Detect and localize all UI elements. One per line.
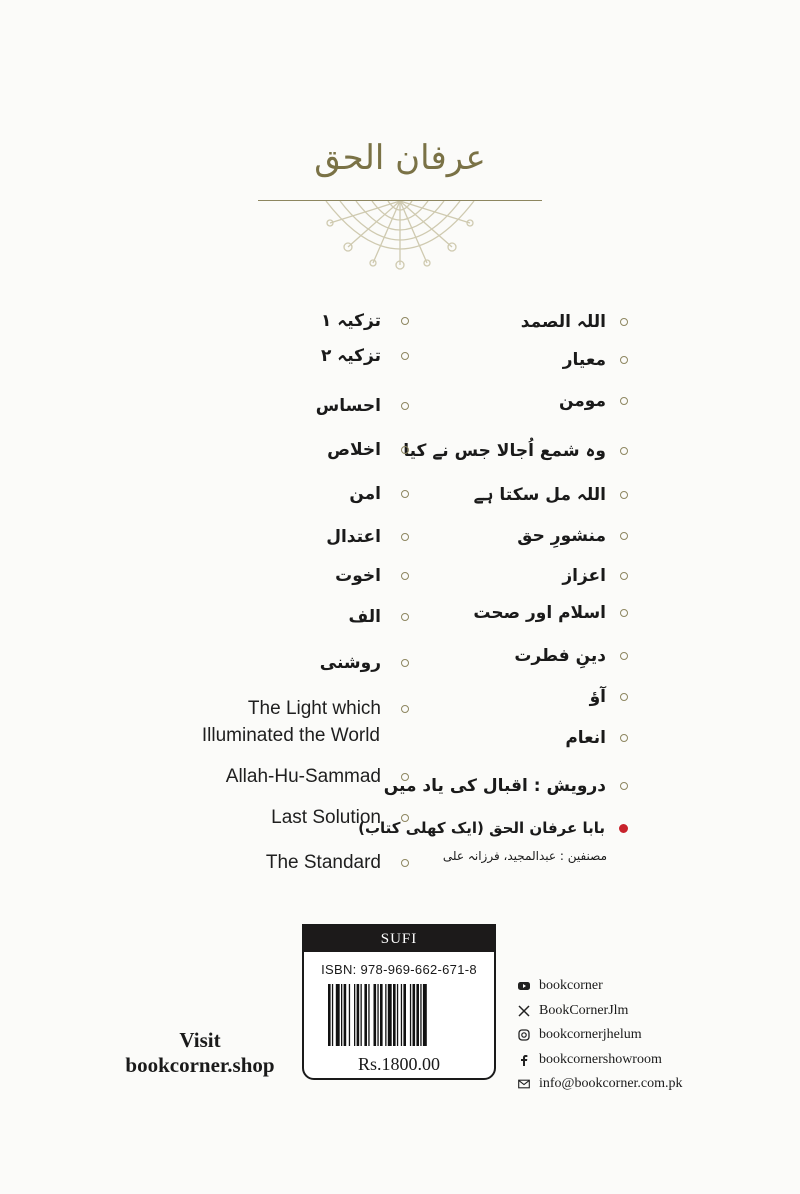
book-title-item (514, 646, 628, 666)
book-title: The Standard (265, 852, 381, 873)
bullet-icon (401, 317, 409, 325)
book-title: The Light which (247, 698, 381, 719)
instagram-icon (518, 1029, 530, 1041)
book-title-item (226, 766, 409, 788)
bullet-icon (401, 705, 409, 713)
book-title-item (335, 566, 409, 586)
bullet-icon (401, 659, 409, 667)
bullet-icon (620, 734, 628, 742)
youtube-icon (518, 980, 530, 992)
book-title: انعام (565, 728, 606, 748)
isbn-number: ISBN: 978-969-662-671-8 (321, 962, 477, 977)
mandala-ornament-icon (318, 201, 482, 273)
book-title-item (321, 310, 409, 331)
book-title-item (266, 852, 409, 874)
book-title: Last Solution (271, 807, 381, 828)
bullet-icon (401, 572, 409, 580)
book-title-item (320, 653, 409, 673)
bullet-icon (401, 352, 409, 360)
x-icon (518, 1005, 530, 1017)
book-title: Allah-Hu-Sammad (225, 766, 381, 787)
bullet-icon (401, 446, 409, 454)
visit-website (112, 1028, 288, 1078)
bullet-icon (620, 491, 628, 499)
bullet-icon (620, 609, 628, 617)
bullet-icon (401, 613, 409, 621)
book-title-item (517, 526, 628, 546)
authors-credit (443, 849, 607, 863)
book-title-item (202, 725, 409, 747)
book-title: اللہ الصمد (520, 312, 606, 332)
book-title-item (590, 687, 628, 707)
book-title-item (403, 440, 628, 461)
barcode-icon (328, 984, 474, 1046)
series-title: عرفان الحق (314, 138, 486, 178)
book-title: دینِ فطرت (514, 646, 606, 666)
social-handle: bookcornershowroom (539, 1051, 662, 1067)
genre-label: SUFI (304, 926, 494, 952)
book-title-item (327, 440, 409, 460)
book-title-item (563, 350, 628, 370)
bullet-icon (620, 532, 628, 540)
book-title-item (565, 728, 628, 748)
bullet-icon (620, 447, 628, 455)
highlight-bullet-icon (619, 824, 628, 833)
book-title: الف (348, 607, 381, 627)
bullet-icon (401, 773, 409, 781)
book-title-item (384, 776, 628, 796)
book-title: تزکیہ ۲ (320, 346, 381, 366)
book-title: اللہ مل سکتا ہے (473, 485, 606, 505)
book-title-item (248, 698, 409, 720)
social-handle: bookcornerjhelum (539, 1027, 642, 1042)
book-title: درویش : اقبال کی یاد میں (383, 776, 606, 796)
social-x[interactable] (518, 999, 683, 1023)
book-title-item (349, 607, 409, 627)
bullet-icon (401, 859, 409, 867)
social-youtube[interactable] (518, 974, 683, 998)
book-title: Illuminated the World (201, 725, 380, 746)
bullet-icon (620, 318, 628, 326)
book-title: اعزاز (562, 566, 606, 586)
book-title-item (326, 527, 409, 547)
mail-icon (518, 1078, 530, 1090)
book-title-item (473, 603, 628, 623)
book-title: روشنی (319, 653, 381, 673)
book-title: اخلاص (327, 440, 381, 460)
bullet-icon (401, 814, 409, 822)
book-title: معیار (562, 350, 606, 370)
social-handle: BookCornerJlm (539, 1002, 629, 1018)
bullet-icon (620, 782, 628, 790)
book-title: احساس (315, 396, 381, 416)
book-title-item (349, 484, 409, 504)
book-title-item (521, 311, 628, 332)
book-title-item (316, 396, 409, 416)
bullet-icon (620, 397, 628, 405)
visit-label: Visit (179, 1028, 221, 1052)
book-title: بابا عرفان الحق (ایک کھلی کتاب) (358, 819, 605, 837)
book-title: اسلام اور صحت (473, 603, 606, 623)
book-title: اعتدال (326, 527, 381, 547)
social-instagram[interactable] (518, 1023, 683, 1047)
book-title: امن (349, 484, 381, 504)
book-title-item (559, 391, 628, 411)
bullet-icon (401, 533, 409, 541)
bullet-icon (401, 490, 409, 498)
book-title: آؤ (589, 687, 606, 707)
facebook-icon (518, 1054, 530, 1066)
book-title: منشورِ حق (517, 526, 606, 546)
social-facebook[interactable] (518, 1048, 683, 1072)
bullet-icon (620, 652, 628, 660)
isbn-barcode-panel (302, 924, 496, 1080)
book-title-item (271, 807, 409, 829)
book-title: مومن (558, 391, 606, 411)
book-title-item (474, 484, 628, 505)
social-handle: bookcorner (539, 978, 603, 993)
social-handle: info@bookcorner.com.pk (539, 1076, 683, 1091)
bullet-icon (620, 356, 628, 364)
book-title-item (562, 566, 628, 586)
book-title: وہ شمع اُجالا جس نے کیا (403, 441, 606, 461)
book-title: تزکیہ ۱ (320, 311, 381, 331)
price-label: Rs.1800.00 (357, 1054, 440, 1074)
website-link[interactable]: bookcorner.shop (125, 1053, 275, 1077)
social-email[interactable] (518, 1072, 683, 1096)
social-links (518, 974, 683, 1097)
book-title: اخوت (335, 566, 381, 586)
book-title-item (321, 345, 409, 366)
bullet-icon (620, 693, 628, 701)
authors-text: مصنفین : عبدالمجید، فرزانہ علی (442, 849, 607, 863)
bullet-icon (620, 572, 628, 580)
bullet-icon (401, 402, 409, 410)
